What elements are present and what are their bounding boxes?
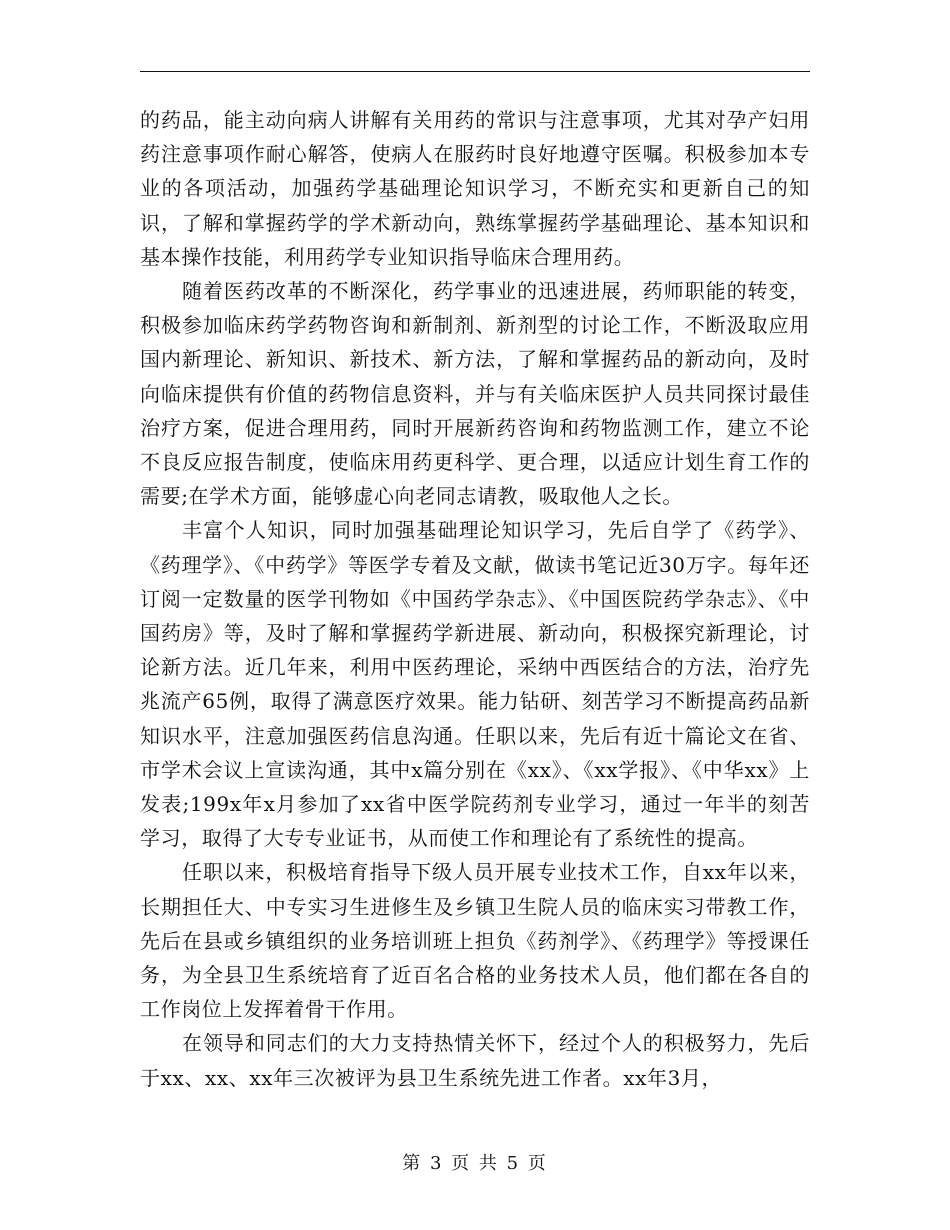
- paragraph-4: 任职以来，积极培育指导下级人员开展专业技术工作，自xx年以来，长期担任大、中专实习生进修生及乡镇卫生院人员的临床实习带教工作，先后在县或乡镇组织的业务培训班上担负《药剂学》、《药理学》等授课任务，为全县卫生系统培育了近百名合格的业务技术人员，他们都在各自的工作岗位上发挥着骨干作用。: [140, 860, 810, 1022]
- paragraph-5: 在领导和同志们的大力支持热情关怀下，经过个人的积极努力，先后于xx、xx、xx年三次被评为县卫生系统先进工作者。xx年3月，: [140, 1031, 810, 1090]
- document-body: [140, 103, 810, 1095]
- paragraph-3: 丰富个人知识，同时加强基础理论知识学习，先后自学了《药学》、《药理学》、《中药学》等医学专着及文献，做读书笔记近30万字。每年还订阅一定数量的医学刊物如《中国药学杂志》、《中国医院药学杂志》、《中国药房》等，及时了解和掌握药学新进展、新动向，积极探究新理论，讨论新方法。近几年来，利用中医药理论，采纳中西医结合的方法，治疗先兆流产65例，取得了满意医疗效果。能力钻研、刻苦学习不断提高药品新知识水平，注意加强医药信息沟通。任职以来，先后有近十篇论文在省、市学术会议上宣读沟通，其中x篇分别在《xx》、《xx学报》、《中华xx》上发表;199x年x月参加了xx省中医学院药剂专业学习，通过一年半的刻苦学习，取得了大专专业证书，从而使工作和理论有了系统性的提高。: [140, 518, 810, 851]
- header-rule: [140, 71, 810, 72]
- page-number-footer: 第 3 页 共 5 页: [402, 1153, 548, 1174]
- paragraph-1: 的药品，能主动向病人讲解有关用药的常识与注意事项，尤其对孕产妇用药注意事项作耐心解答，使病人在服药时良好地遵守医嘱。积极参加本专业的各项活动，加强药学基础理论知识学习，不断充实和更新自己的知识，了解和掌握药学的学术新动向，熟练掌握药学基础理论、基本知识和基本操作技能，利用药学专业知识指导临床合理用药。: [140, 108, 810, 269]
- paragraph-2: 随着医药改革的不断深化，药学事业的迅速进展，药师职能的转变，积极参加临床药学药物咨询和新制剂、新剂型的讨论工作，不断汲取应用国内新理论、新知识、新技术、新方法，了解和掌握药品的新动向，及时向临床提供有价值的药物信息资料，并与有关临床医护人员共同探讨最佳治疗方案，促进合理用药，同时开展新药咨询和药物监测工作，建立不论不良反应报告制度，使临床用药更科学、更合理，以适应计划生育工作的需要;在学术方面，能够虚心向老同志请教，吸取他人之长。: [140, 279, 810, 509]
